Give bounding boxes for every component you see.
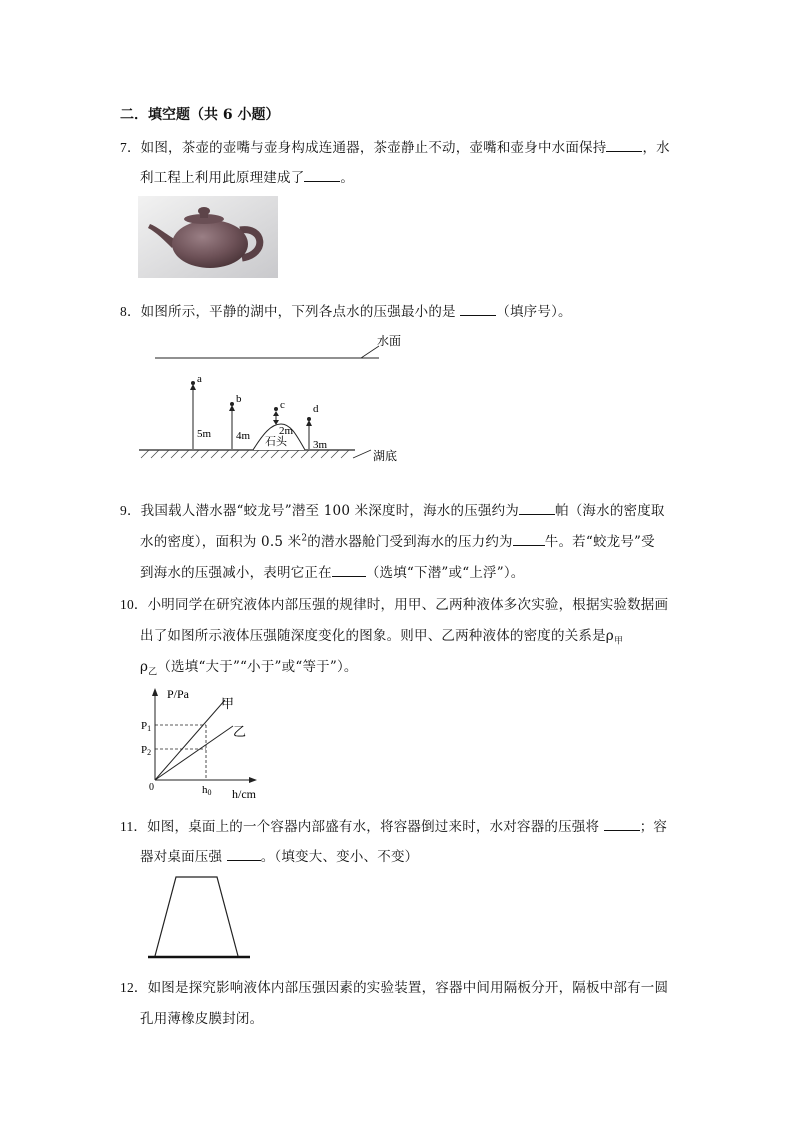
depth-c-label: 2m bbox=[279, 425, 294, 437]
teapot-photo bbox=[138, 196, 278, 278]
question-12-line-2 bbox=[140, 1007, 263, 1027]
question-10-rho: ρ bbox=[140, 659, 149, 675]
question-10-subscript-jia: 甲 bbox=[613, 636, 624, 647]
question-10-line-3 bbox=[140, 655, 358, 678]
depth-b-label: 4m bbox=[236, 430, 251, 442]
stone-label: 石头 bbox=[265, 436, 287, 448]
question-9-text-3-end: （选填“下潜”或“上浮”）。 bbox=[365, 565, 525, 581]
lake-bottom-label: 湖底 bbox=[373, 449, 398, 463]
question-11-number: 11． bbox=[120, 819, 148, 834]
origin-label: 0 bbox=[149, 782, 154, 793]
trapezoid-container-figure bbox=[140, 870, 260, 962]
question-8-text: 如图所示，平静的湖中，下列各点水的压强最小的是 bbox=[140, 304, 456, 320]
question-9-text-2-end: 牛。若“蛟龙号”受 bbox=[544, 534, 655, 550]
question-9-line-2 bbox=[140, 530, 655, 550]
question-9-text-2a: 水的密度），面积为 0.5 米 bbox=[140, 534, 302, 550]
question-7-line-2 bbox=[140, 166, 354, 186]
question-9-line-3 bbox=[140, 561, 524, 581]
question-9-text-3: 到海水的压强减小，表明它正在 bbox=[140, 565, 332, 581]
question-9-text-2b: 的潜水器舱门受到海水的压力约为 bbox=[307, 534, 513, 550]
question-12-number: 12． bbox=[120, 980, 148, 995]
depth-a-label: 5m bbox=[197, 428, 212, 440]
question-10-text-2: 出了如图所示液体压强随深度变化的图象。则甲、乙两种液体的密度的关系是ρ bbox=[140, 628, 614, 644]
point-b-label: b bbox=[236, 393, 242, 405]
section-title: 二．填空题（共 6 小题） bbox=[120, 107, 280, 123]
series-yi-label: 乙 bbox=[233, 724, 247, 739]
question-7-text-2-end: 。 bbox=[340, 170, 355, 186]
question-10-text-3: （选填“大于”“小于”或“等于”）。 bbox=[157, 659, 358, 675]
question-9-number: 9． bbox=[120, 503, 141, 518]
series-jia-label: 甲 bbox=[221, 696, 235, 711]
point-d-label: d bbox=[313, 403, 319, 415]
question-10-subscript-yi: 乙 bbox=[148, 667, 158, 678]
question-10-line-2 bbox=[140, 624, 623, 647]
point-c-label: c bbox=[280, 399, 285, 411]
question-7-blank-2[interactable] bbox=[304, 169, 340, 182]
question-12-text-2: 孔用薄橡皮膜封闭。 bbox=[140, 1011, 264, 1027]
question-11-blank-2[interactable] bbox=[227, 848, 261, 861]
p2-label: P2 bbox=[141, 744, 152, 757]
question-11-text-2: 器对桌面压强 bbox=[140, 849, 223, 865]
question-8-line-1 bbox=[120, 300, 572, 320]
question-7-line-1 bbox=[120, 136, 670, 156]
lake-pressure-figure bbox=[135, 330, 415, 482]
question-9-superscript: 2 bbox=[301, 533, 308, 544]
question-7-number: 7． bbox=[120, 140, 141, 155]
question-12-text: 如图是探究影响液体内部压强因素的实验装置，容器中间用隔板分开，隔板中部有一圆 bbox=[147, 980, 669, 996]
question-9-blank-1[interactable] bbox=[519, 502, 555, 515]
question-9-line-1 bbox=[120, 499, 665, 519]
question-8-text-end: （填序号）。 bbox=[496, 304, 572, 320]
question-11-line-1 bbox=[120, 815, 667, 835]
water-surface-label: 水面 bbox=[377, 334, 402, 348]
h0-label: h0 bbox=[202, 784, 212, 797]
pressure-depth-graph bbox=[135, 684, 275, 804]
question-10-line-1 bbox=[120, 593, 668, 613]
point-a-label: a bbox=[197, 373, 202, 385]
question-9-text-end: 帕（海水的密度取 bbox=[555, 503, 665, 519]
question-10-text: 小明同学在研究液体内部压强的规律时，用甲、乙两种液体多次实验，根据实验数据画 bbox=[147, 597, 669, 613]
p1-label: P1 bbox=[141, 720, 152, 733]
question-11-text-end: ；容 bbox=[639, 819, 668, 835]
question-12-line-1 bbox=[120, 976, 668, 996]
question-11-text-2-end: 。（填变大、变小、不变） bbox=[260, 849, 419, 865]
y-axis-label: P/Pa bbox=[167, 687, 190, 701]
x-axis-label: h/cm bbox=[232, 787, 256, 801]
question-11-line-2 bbox=[140, 845, 418, 865]
question-8-blank[interactable] bbox=[460, 303, 496, 316]
question-7-text-end: ，水 bbox=[642, 140, 670, 156]
question-10-number: 10． bbox=[120, 597, 148, 612]
question-11-blank-1[interactable] bbox=[604, 818, 640, 831]
question-9-text: 我国载人潜水器“蛟龙号”潜至 100 米深度时，海水的压强约为 bbox=[140, 503, 520, 519]
question-7-blank-1[interactable] bbox=[606, 139, 642, 152]
question-9-blank-3[interactable] bbox=[332, 564, 366, 577]
question-7-text-2: 利工程上利用此原理建成了 bbox=[140, 170, 305, 186]
question-7-text: 如图，茶壶的壶嘴与壶身构成连通器，茶壶静止不动，壶嘴和壶身中水面保持 bbox=[140, 140, 607, 156]
depth-d-label: 3m bbox=[313, 439, 328, 451]
question-8-number: 8． bbox=[120, 304, 141, 319]
question-9-blank-2[interactable] bbox=[513, 533, 545, 546]
question-11-text: 如图，桌面上的一个容器内部盛有水，将容器倒过来时，水对容器的压强将 bbox=[147, 819, 600, 835]
